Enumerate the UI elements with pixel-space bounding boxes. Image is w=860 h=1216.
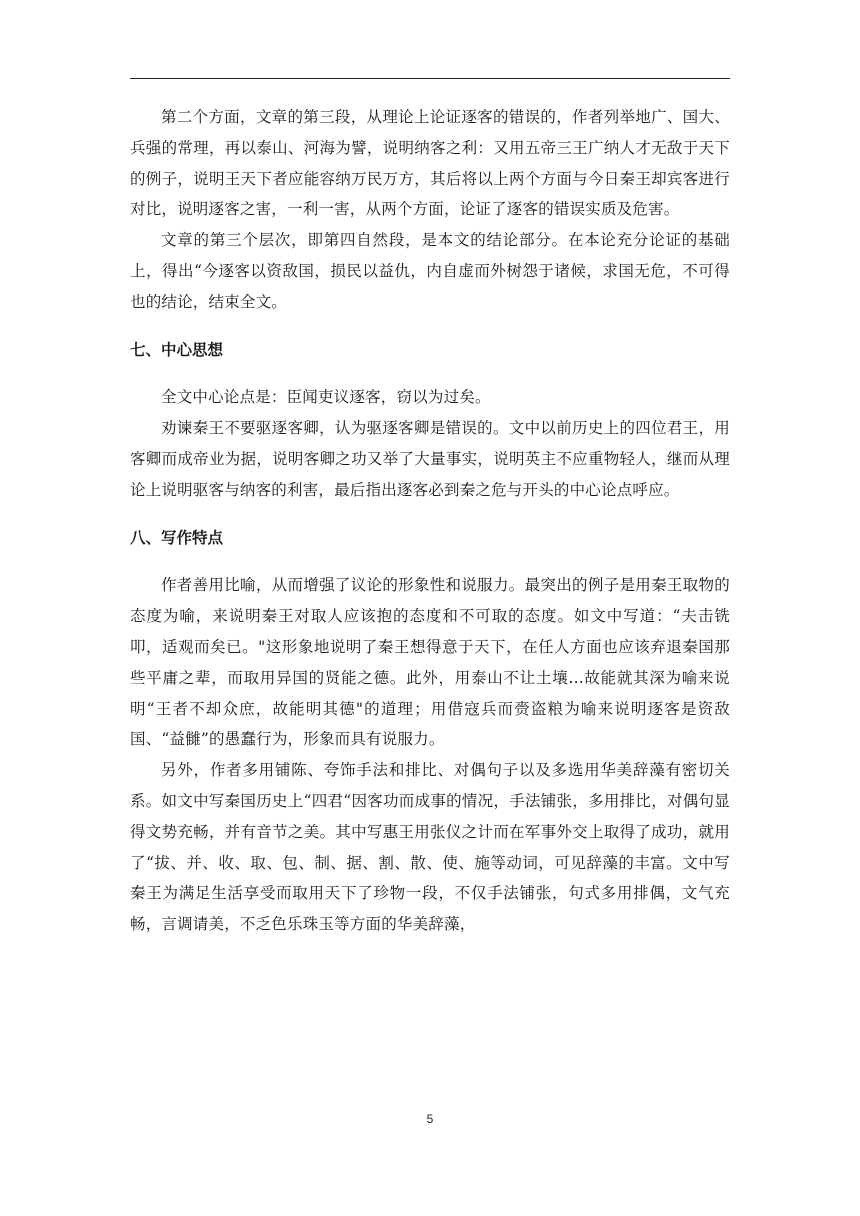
- section-heading-writing-features: 八、写作特点: [130, 528, 224, 547]
- page-content: [130, 102, 730, 940]
- header-rule: [130, 78, 730, 79]
- paragraph: 劝谏秦王不要驱逐客卿，认为驱逐客卿是错误的。文中以前历史上的四位君王，用客卿而成帝业为据，说明客卿之功又举了大量事实，说明英主不应重物轻人，继而从理论上说明驱客与纳客的利害，最后指出逐客必到秦之危与开头的中心论点呼应。: [130, 419, 730, 499]
- paragraph: 全文中心论点是：臣闻吏议逐客，窃以为过矣。: [161, 388, 491, 407]
- page-number: 5: [426, 1112, 434, 1126]
- paragraph: 另外，作者多用铺陈、夸饰手法和排比、对偶句子以及多选用华美辞藻有密切关系。如文中写秦国历史上“四君“因客功而成事的情况，手法铺张，多用排比，对偶句显得文势充畅，并有音节之美。其中写惠王用张仪之计而在军事外交上取得了成功，就用了“拔、并、收、取、包、制、据、割、散、使、施等动词，可见辞藻的丰富。文中写秦王为满足生活享受而取用天下了珍物一段，不仅手法铺张，句式多用排偶，文气充畅，言调请美，不乏色乐珠玉等方面的华美辞藻，: [130, 761, 730, 934]
- paragraph: 第二个方面，文章的第三段，从理论上论证逐客的错误的，作者列举地广、国大、兵强的常理，再以泰山、河海为譬，说明纳客之利：又用五帝三王广纳人才无敌于天下的例子，说明王天下者应能容纳万民万方，其后将以上两个方面与今日秦王却宾客进行对比，说明逐客之害，一利一害，从两个方面，论证了逐客的错误实质及危害。: [130, 108, 730, 219]
- section-heading-central-idea: 七、中心思想: [130, 340, 224, 359]
- paragraph: 文章的第三个层次，即第四自然段，是本文的结论部分。在本论充分论证的基础上，得出“今逐客以资敌国，损民以益仇，内自虚而外树怨于诸候，求国无危，不可得也的结论，结束全文。: [130, 231, 730, 311]
- paragraph: 作者善用比喻，从而增强了议论的形象性和说服力。最突出的例子是用秦王取物的态度为喻，来说明秦王对取人应该抱的态度和不可取的态度。如文中写道：“夫击铣叩，适观而矣已。"这形象地说明了秦王想得意于天下，在任人方面也应该弃退秦国那些平庸之辈，而取用异国的贤能之德。此外，用泰山不让土壤...故能就其深为喻来说明“王者不却众庶，故能明其德"的道理；用借寇兵而赍盗粮为喻来说明逐客是资敌国、“益雠”的愚蠢行为，形象而具有说服力。: [130, 576, 730, 749]
